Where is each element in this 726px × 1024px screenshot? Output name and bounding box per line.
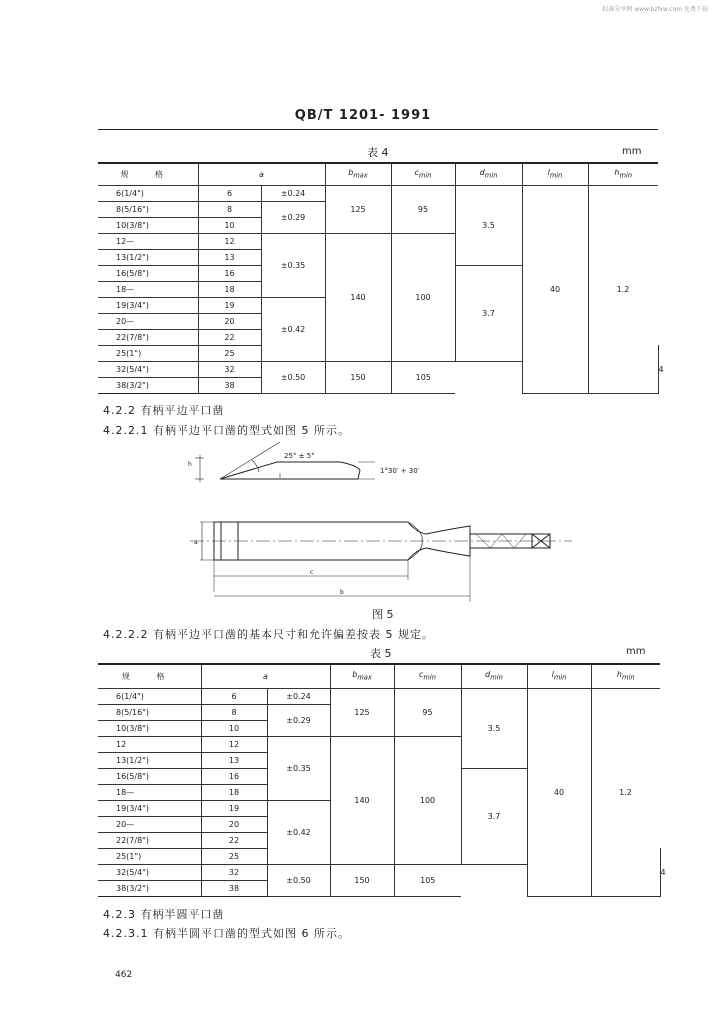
spec-cell: 13(1/2")	[98, 249, 198, 265]
spec-cell: 20—	[98, 816, 201, 832]
table-5: 规 格 a $b_{max}$ $c_{min}$ $d_{min}$ $l_{min}$ $h_{min}$ 6(1/4") 6 ±0.24 125 95 3.5 40 1.2 8(5/16") 8 ±0.29 10(3/8") 10 12 12 ±0.35 140 100 13(1/2") 13 16(5/8") 16 3.7 18— 18 19(3/4") 19 ±0.42 20— 20 22(7/8") 22 25(1") 25 4 32(5/4") 32 ±0.50 150 105 38(3/2") 38	[98, 663, 660, 897]
tolerance-cell: ±0.35	[267, 736, 330, 800]
b-cell: 140	[325, 233, 391, 361]
tolerance-cell: ±0.29	[267, 704, 330, 736]
a-cell: 6	[198, 185, 261, 201]
header-d: $d_{min}$	[461, 664, 527, 688]
table5-unit: mm	[626, 646, 646, 657]
header-spec: 规 格	[98, 664, 201, 688]
spec-cell: 22(7/8")	[98, 832, 201, 848]
c-cell: 100	[391, 233, 455, 361]
header-c: $c_{min}$	[391, 163, 455, 185]
header-spec: 规 格	[98, 163, 198, 185]
a-cell: 6	[201, 688, 267, 704]
bevel-angle-label: 25° ± 5°	[284, 452, 315, 460]
a-cell: 12	[198, 233, 261, 249]
a-cell: 10	[198, 217, 261, 233]
a-cell: 12	[201, 736, 267, 752]
h-cell: 1.2	[588, 185, 658, 393]
a-cell: 38	[198, 377, 261, 393]
watermark: 标准分享网 www.bzfxw.com 免费下载	[602, 6, 708, 13]
a-cell: 10	[201, 720, 267, 736]
a-cell: 25	[201, 848, 267, 864]
a-cell: 22	[201, 832, 267, 848]
a-cell: 32	[198, 361, 261, 377]
tolerance-cell: ±0.24	[261, 185, 325, 201]
spec-cell: 8(5/16")	[98, 704, 201, 720]
c-cell: 105	[394, 864, 461, 896]
header-h: $h_{min}$	[588, 163, 658, 185]
a-cell: 8	[201, 704, 267, 720]
spec-cell: 38(3/2")	[98, 880, 201, 896]
spec-cell: 16(5/8")	[98, 768, 201, 784]
header-d: $d_{min}$	[455, 163, 522, 185]
table5-title: 表 5	[370, 647, 392, 660]
header-b: $b_{max}$	[325, 163, 391, 185]
a-cell: 20	[201, 816, 267, 832]
header-rule	[98, 129, 658, 130]
taper-angle-label: 1°30′ + 30′	[380, 467, 420, 475]
b-cell: 125	[325, 185, 391, 233]
h-cell: 1.2	[591, 688, 660, 896]
a-cell: 19	[201, 800, 267, 816]
a-cell: 8	[198, 201, 261, 217]
spec-cell: 32(5/4")	[98, 361, 198, 377]
header-a: a	[198, 163, 325, 185]
spec-cell: 19(3/4")	[98, 800, 201, 816]
c-dimension-label: c	[310, 569, 314, 576]
b-dimension-label: b	[340, 589, 344, 596]
tolerance-cell: ±0.42	[261, 297, 325, 361]
section-4-2-3: 4.2.3 有柄半圆平口凿	[103, 908, 225, 921]
a-cell: 18	[198, 281, 261, 297]
table4-title: 表 4	[367, 146, 389, 159]
table4-unit: mm	[622, 146, 642, 157]
header-a: a	[201, 664, 330, 688]
l-cell: 40	[527, 688, 591, 896]
b-cell: 140	[330, 736, 394, 864]
spec-cell: 38(3/2")	[98, 377, 198, 393]
spec-cell: 12—	[98, 233, 198, 249]
chisel-top-view	[190, 522, 572, 602]
spec-cell: 25(1")	[98, 345, 198, 361]
spec-cell: 10(3/8")	[98, 720, 201, 736]
section-4-2-2-2: 4.2.2.2 有柄平边平口凿的基本尺寸和允许偏差按表 5 规定。	[103, 628, 434, 641]
figure-5-drawing	[180, 442, 580, 622]
spec-cell: 18—	[98, 784, 201, 800]
a-cell: 13	[198, 249, 261, 265]
header-h: $h_{min}$	[591, 664, 660, 688]
c-cell: 95	[394, 688, 461, 736]
c-cell: 100	[394, 736, 461, 864]
section-4-2-3-1: 4.2.3.1 有柄半圆平口凿的型式如图 6 所示。	[103, 927, 350, 940]
a-cell: 16	[198, 265, 261, 281]
spec-cell: 10(3/8")	[98, 217, 198, 233]
chisel-side-view	[195, 442, 375, 482]
page-number: 462	[115, 970, 133, 980]
spec-cell: 13(1/2")	[98, 752, 201, 768]
a-cell: 20	[198, 313, 261, 329]
b-cell: 125	[330, 688, 394, 736]
a-cell: 38	[201, 880, 267, 896]
tolerance-cell: ±0.35	[261, 233, 325, 297]
d-cell: 3.5	[455, 185, 522, 265]
tolerance-cell: ±0.42	[267, 800, 330, 864]
b-cell: 150	[330, 864, 394, 896]
header-l: $l_{min}$	[522, 163, 588, 185]
d-cell: 3.7	[461, 768, 527, 864]
header-c: $c_{min}$	[394, 664, 461, 688]
spec-cell: 16(5/8")	[98, 265, 198, 281]
spec-cell: 6(1/4")	[98, 185, 198, 201]
l-cell: 40	[522, 185, 588, 393]
tolerance-cell: ±0.24	[267, 688, 330, 704]
b-cell: 150	[325, 361, 391, 393]
tolerance-cell: ±0.50	[267, 864, 330, 896]
section-4-2-2: 4.2.2 有柄平边平口凿	[103, 404, 225, 417]
d-cell: 3.5	[461, 688, 527, 768]
spec-cell: 25(1")	[98, 848, 201, 864]
a-cell: 18	[201, 784, 267, 800]
a-cell: 13	[201, 752, 267, 768]
a-cell: 19	[198, 297, 261, 313]
c-cell: 105	[391, 361, 455, 393]
tolerance-cell: ±0.50	[261, 361, 325, 393]
spec-cell: 18—	[98, 281, 198, 297]
a-dimension-label: a	[194, 539, 198, 546]
c-cell: 95	[391, 185, 455, 233]
header-b: $b_{max}$	[330, 664, 394, 688]
spec-cell: 6(1/4")	[98, 688, 201, 704]
standard-number: QB/T 1201- 1991	[294, 108, 432, 123]
spec-cell: 20—	[98, 313, 198, 329]
a-cell: 25	[198, 345, 261, 361]
a-cell: 16	[201, 768, 267, 784]
table-4: 规 格 a $b_{max}$ $c_{min}$ $d_{min}$ $l_{min}$ $h_{min}$ 6(1/4") 6 ±0.24 125 95 3.5 40 1.2 8(5/16") 8 ±0.29 10(3/8") 10 12— 12 ±0.35 140 100 13(1/2") 13 16(5/8") 16 3.7 18— 18 19(3/4") 19 ±0.42 20— 20 22(7/8") 22 25(1") 25 4 32(5/4") 32 ±0.50 150 105 38(3/2") 38	[98, 162, 658, 394]
spec-cell: 12	[98, 736, 201, 752]
a-cell: 32	[201, 864, 267, 880]
a-cell: 22	[198, 329, 261, 345]
spec-cell: 19(3/4")	[98, 297, 198, 313]
spec-cell: 32(5/4")	[98, 864, 201, 880]
spec-cell: 22(7/8")	[98, 329, 198, 345]
figure-5-caption: 图 5	[372, 608, 394, 621]
header-l: $l_{min}$	[527, 664, 591, 688]
spec-cell: 8(5/16")	[98, 201, 198, 217]
section-4-2-2-1: 4.2.2.1 有柄平边平口凿的型式如图 5 所示。	[103, 424, 350, 437]
tolerance-cell: ±0.29	[261, 201, 325, 233]
d-cell: 3.7	[455, 265, 522, 361]
h-dimension-label: h	[188, 461, 192, 468]
